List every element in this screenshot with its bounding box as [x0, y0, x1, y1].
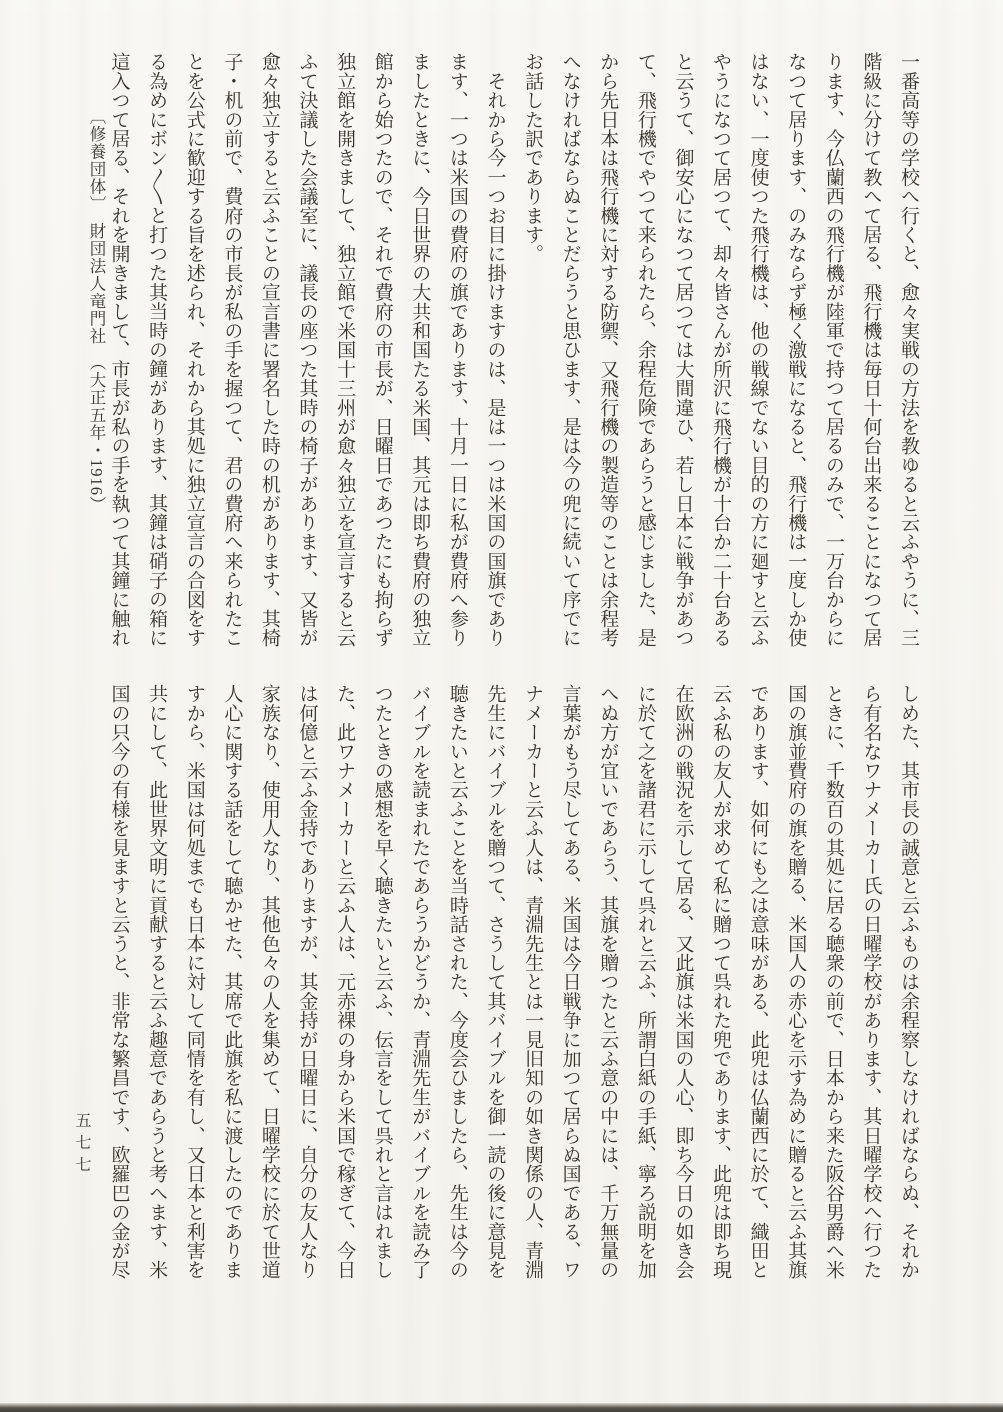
- text-line: やうになつて居つて、却々皆さんが所沢に飛行機が十台か二十台ある: [710, 52, 732, 648]
- text-line: すから、米国は何処までも日本に対して同情を有し、又日本と利害を: [183, 684, 205, 1280]
- text-line: はない、一度使つた飛行機は、他の戦線でない目的の方に廻すと云ふ: [747, 52, 769, 648]
- text-line: 独立館を開きまして、独立館で米国十三州が愈々独立を宣言すると云: [334, 52, 356, 648]
- text-line: つたときの感想を早く聴きたいと云ふ、伝言をして呉れと言はれまし: [371, 684, 393, 1280]
- text-line: バイブルを読まれたであらうかどうか、青淵先生がバイブルを読み了: [409, 684, 431, 1280]
- text-line: と云うて、御安心になつて居つては大間違ひ、若し日本に戦争があつ: [672, 52, 694, 648]
- text-line: それから今一つお目に掛けますのは、是は一つは米国の国旗であり: [484, 52, 506, 648]
- text-line: 国の旗並費府の旗を贈る、米国人の赤心を示す為めに贈ると云ふ其旗: [785, 684, 807, 1280]
- page-number: 五七七: [73, 1112, 90, 1178]
- text-line: とを公式に歓迎する旨を述られ、それから其処に独立宣言の合図をす: [183, 52, 205, 648]
- text-line: 云ふ私の友人が求めて私に贈つて呉れた兜であります、此兜は即ち現: [710, 684, 732, 1280]
- text-line: に於て之を諸君に示して呉れと云ふ、所謂白紙の手紙、寧ろ説明を加: [634, 684, 656, 1280]
- text-line: ときに、千数百の其処に居る聴衆の前で、日本から来た阪谷男爵へ米: [822, 684, 844, 1280]
- text-line: ふて決議した会議室に、議長の座つた其時の椅子があります、又皆が: [296, 52, 318, 648]
- text-line: た、此ワナメーカーと云ふ人は、元赤裸の身から米国で稼ぎて、今日: [334, 684, 356, 1280]
- bottom-text-block: [100, 684, 927, 1282]
- text-line: 家族なり、使用人なり、其他色々の人を集めて、日曜学校に於て世道: [258, 684, 280, 1280]
- text-line: 子・机の前で、費府の市長が私の手を握つて、君の費府へ来られたこ: [221, 52, 243, 648]
- text-line: 先生にバイブルを贈つて、さうして其バイブルを御一読の後に意見を: [484, 684, 506, 1280]
- text-line: へぬ方が宜いであらう、其旗を贈つたと云ふ意の中には、千万無量の: [597, 684, 619, 1280]
- text-line: であります、如何にも之は意味がある、此兜は仏蘭西に於て、織田と: [747, 684, 769, 1280]
- text-line: 国の只今の有様を見ますと云うと、非常な繁昌です、欧羅巴の金が尽: [108, 684, 130, 1280]
- text-line: ナメーカーと云ふ人は、青淵先生とは一見旧知の如き関係の人、青淵: [522, 684, 544, 1280]
- text-line: て、飛行機でやつて来られたら、余程危険であらうと感じました、是: [634, 52, 656, 648]
- text-line: ります、今仏蘭西の飛行機が陸軍で持つて居るのみで、一万台からに: [822, 52, 844, 648]
- text-line: ましたときに、今日世界の大共和国たる米国、其元は即ち費府の独立: [409, 52, 431, 648]
- text-line: 共にして、此世界文明に貢献すると云ふ趣意であらうと考へます、米: [146, 684, 168, 1280]
- text-line: 聴きたいと云ふことを当時話された、今度会ひましたら、先生は今の: [446, 684, 468, 1280]
- text-line: から先日本は飛行機に対する防禦、又飛行機の製造等のことは余程考: [597, 52, 619, 648]
- text-line: は何億と云ふ金持でありますが、其金持が日曜日に、自分の友人なり: [296, 684, 318, 1280]
- text-line: る為めにボン〳〵と打つた其当時の鐘があります、其鐘は硝子の箱に: [146, 52, 168, 647]
- text-line: なつて居ります、のみならず極く激戦になると、飛行機は一度しか使: [785, 52, 807, 648]
- text-line: お話した訳であります。: [522, 52, 544, 264]
- text-line: 一番高等の学校へ行くと、愈々実戦の方法を教ゆると云ふやうに、三: [898, 52, 919, 648]
- text-line: 這入つて居る、それを開きまして、市長が私の手を執つて其鐘に触れ: [108, 52, 130, 648]
- text-line: しめた、其市長の誠意と云ふものは余程察しなければならぬ、それか: [898, 684, 919, 1280]
- text-line: 言葉がもう尽してある、米国は今日戦争に加つて居らぬ国である、ワ: [559, 684, 581, 1280]
- text-line: ます、一つは米国の費府の旗であります、十月一日に私が費府へ参り: [446, 52, 468, 648]
- text-line: 階級に分けて教へて居る、飛行機は毎日十何台出来ることになつて居: [860, 52, 882, 648]
- text-line: 館から始つたので、それで費府の市長が、日曜日であつたにも拘らず: [371, 52, 393, 648]
- text-line: 在欧洲の戦況を示して居る、又此旗は米国の人心、即ち今日の如き会: [672, 684, 694, 1280]
- text-line: ら有名なワナメーカー氏の日曜学校があります、其日曜学校へ行つた: [860, 684, 882, 1280]
- top-text-block: [100, 52, 927, 650]
- source-attribution: 〔修養団体〕 財団法人竜門社 （大正五年・1916）: [87, 108, 106, 514]
- text-line: 愈々独立すると云ふことの宣言書に署名した時の机があります、其椅: [258, 52, 280, 648]
- scan-edge-shadow: [0, 1403, 1003, 1412]
- text-line: へなければならぬことだらうと思ひます、是は今の兜に続いて序でに: [559, 52, 581, 648]
- text-line: 人心に関する話をして聴かせた、其席で此旗を私に渡したのでありま: [221, 684, 243, 1280]
